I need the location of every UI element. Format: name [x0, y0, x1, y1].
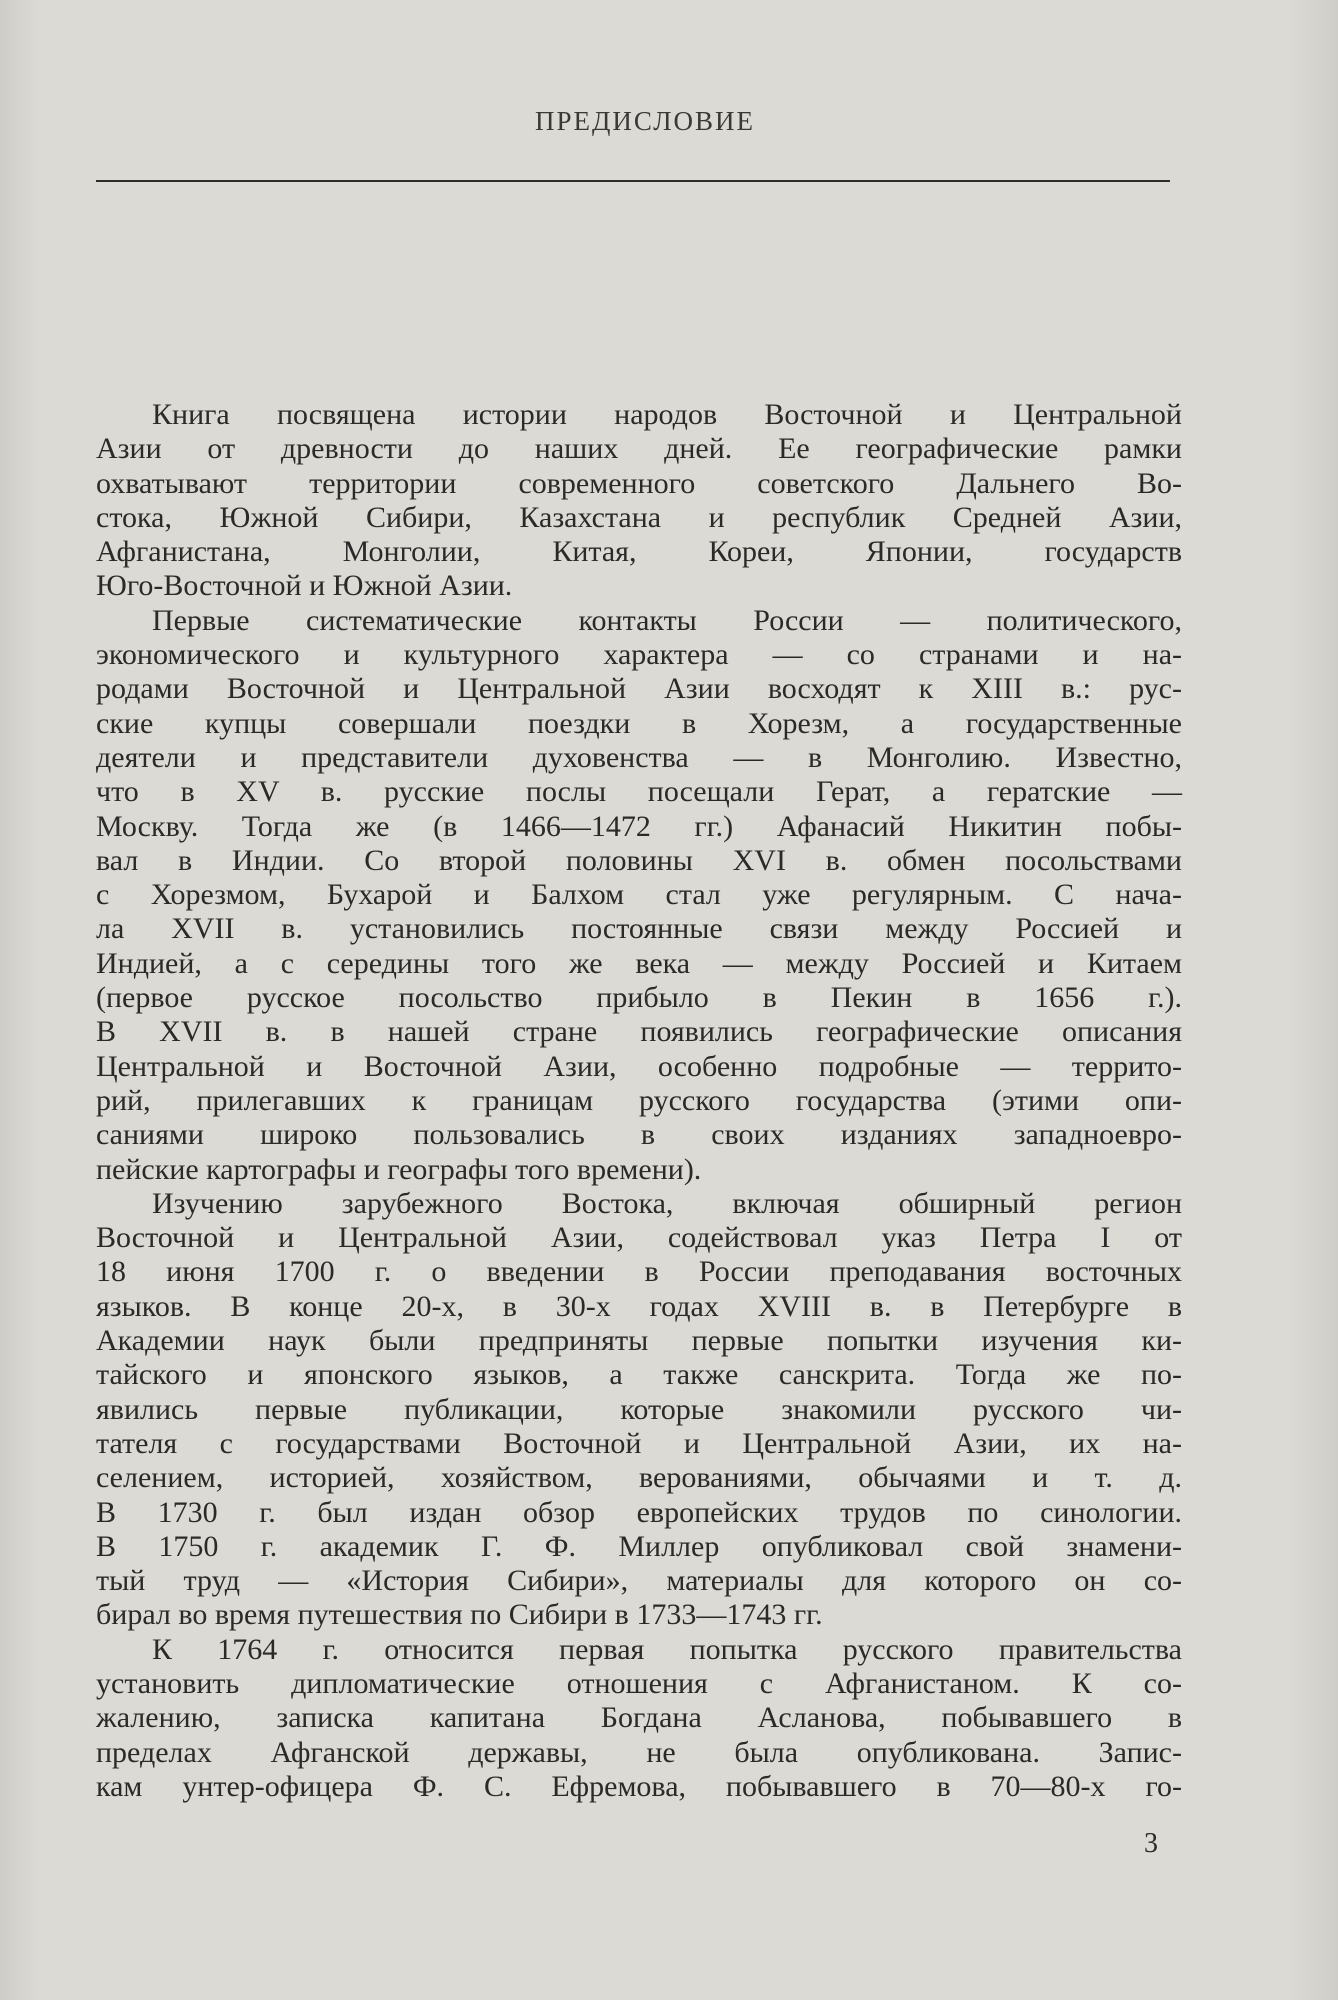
text-line: деятели и представители духовенства — в Монголию. Известно,: [96, 740, 1182, 774]
text-line: вал в Индии. Со второй половины XVI в. обмен посольствами: [96, 843, 1182, 877]
text-line: Юго-Восточной и Южной Азии.: [96, 569, 513, 603]
page-number: 3: [1144, 1828, 1158, 1859]
text-line: рий, прилегавших к границам русского государства (этими опи-: [96, 1083, 1182, 1117]
text-line: тайского и японского языков, а также санскрита. Тогда же по-: [96, 1358, 1182, 1392]
header-rule: [96, 180, 1170, 182]
text-line: пределах Афганской державы, не была опубликована. Запис-: [96, 1735, 1182, 1769]
text-line: явились первые публикации, которые знакомили русского чи-: [96, 1392, 1182, 1426]
text-line: тателя с государствами Восточной и Центральной Азии, их на-: [96, 1426, 1182, 1460]
text-line: охватывают территории современного советского Дальнего Во-: [96, 466, 1182, 500]
text-line: бирал во время путешествия по Сибири в 1733—1743 гг.: [96, 1598, 823, 1632]
text-line: Азии от древности до наших дней. Ее географические рамки: [96, 432, 1182, 466]
running-title: ПРЕДИСЛОВИЕ: [534, 106, 756, 136]
text-line: 18 июня 1700 г. о введении в России преподавания восточных: [96, 1255, 1182, 1289]
text-line: К 1764 г. относится первая попытка русского правительства: [152, 1632, 1182, 1666]
text-line: В 1750 г. академик Г. Ф. Миллер опубликовал свой знамени-: [96, 1529, 1182, 1563]
text-line: (первое русское посольство прибыло в Пекин в 1656 г.).: [96, 981, 1182, 1015]
text-line: языков. В конце 20-х, в 30-х годах XVIII в. в Петербурге в: [96, 1289, 1182, 1323]
text-line: Афганистана, Монголии, Китая, Кореи, Японии, государств: [96, 535, 1182, 569]
text-line: установить дипломатические отношения с Афганистаном. К со-: [96, 1666, 1182, 1700]
text-line: Индией, а с середины того же века — между Россией и Китаем: [96, 946, 1182, 980]
text-line: жалению, записка капитана Богдана Асланова, побывавшего в: [96, 1701, 1182, 1735]
text-line: Книга посвящена истории народов Восточной и Центральной: [152, 398, 1182, 431]
text-line: В 1730 г. был издан обзор европейских трудов по синологии.: [96, 1495, 1182, 1529]
text-line: ские купцы совершали поездки в Хорезм, а государственные: [96, 706, 1182, 740]
text-line: родами Восточной и Центральной Азии восходят к XIII в.: рус-: [96, 672, 1182, 706]
text-line: В XVII в. в нашей стране появились географические описания: [96, 1015, 1182, 1049]
text-line: Центральной и Восточной Азии, особенно подробные — террито-: [96, 1049, 1182, 1083]
text-line: экономического и культурного характера — со странами и на-: [96, 638, 1182, 672]
body-text: [96, 398, 1182, 1804]
text-line: селением, историей, хозяйством, верованиями, обычаями и т. д.: [96, 1461, 1182, 1495]
text-line: что в XV в. русские послы посещали Герат, а гератские —: [96, 775, 1182, 809]
text-line: кам унтер-офицера Ф. С. Ефремова, побывавшего в 70—80-х го-: [96, 1769, 1182, 1803]
text-line: Академии наук были предприняты первые попытки изучения ки-: [96, 1324, 1182, 1358]
text-line: саниями широко пользовались в своих изданиях западноевро-: [96, 1118, 1182, 1152]
text-line: ла XVII в. установились постоянные связи между Россией и: [96, 912, 1182, 946]
text-line: тый труд — «История Сибири», материалы для которого он со-: [96, 1564, 1182, 1598]
text-line: пейские картографы и географы того времени).: [96, 1152, 702, 1186]
text-line: Москву. Тогда же (в 1466—1472 гг.) Афанасий Никитин побы-: [96, 809, 1182, 843]
text-line: Восточной и Центральной Азии, содействовал указ Петра I от: [96, 1221, 1182, 1255]
text-line: Первые систематические контакты России — политического,: [152, 603, 1182, 637]
text-line: стока, Южной Сибири, Казахстана и республик Средней Азии,: [96, 500, 1182, 534]
text-line: с Хорезмом, Бухарой и Балхом стал уже регулярным. С нача-: [96, 878, 1182, 912]
text-line: Изучению зарубежного Востока, включая обширный регион: [152, 1186, 1182, 1220]
